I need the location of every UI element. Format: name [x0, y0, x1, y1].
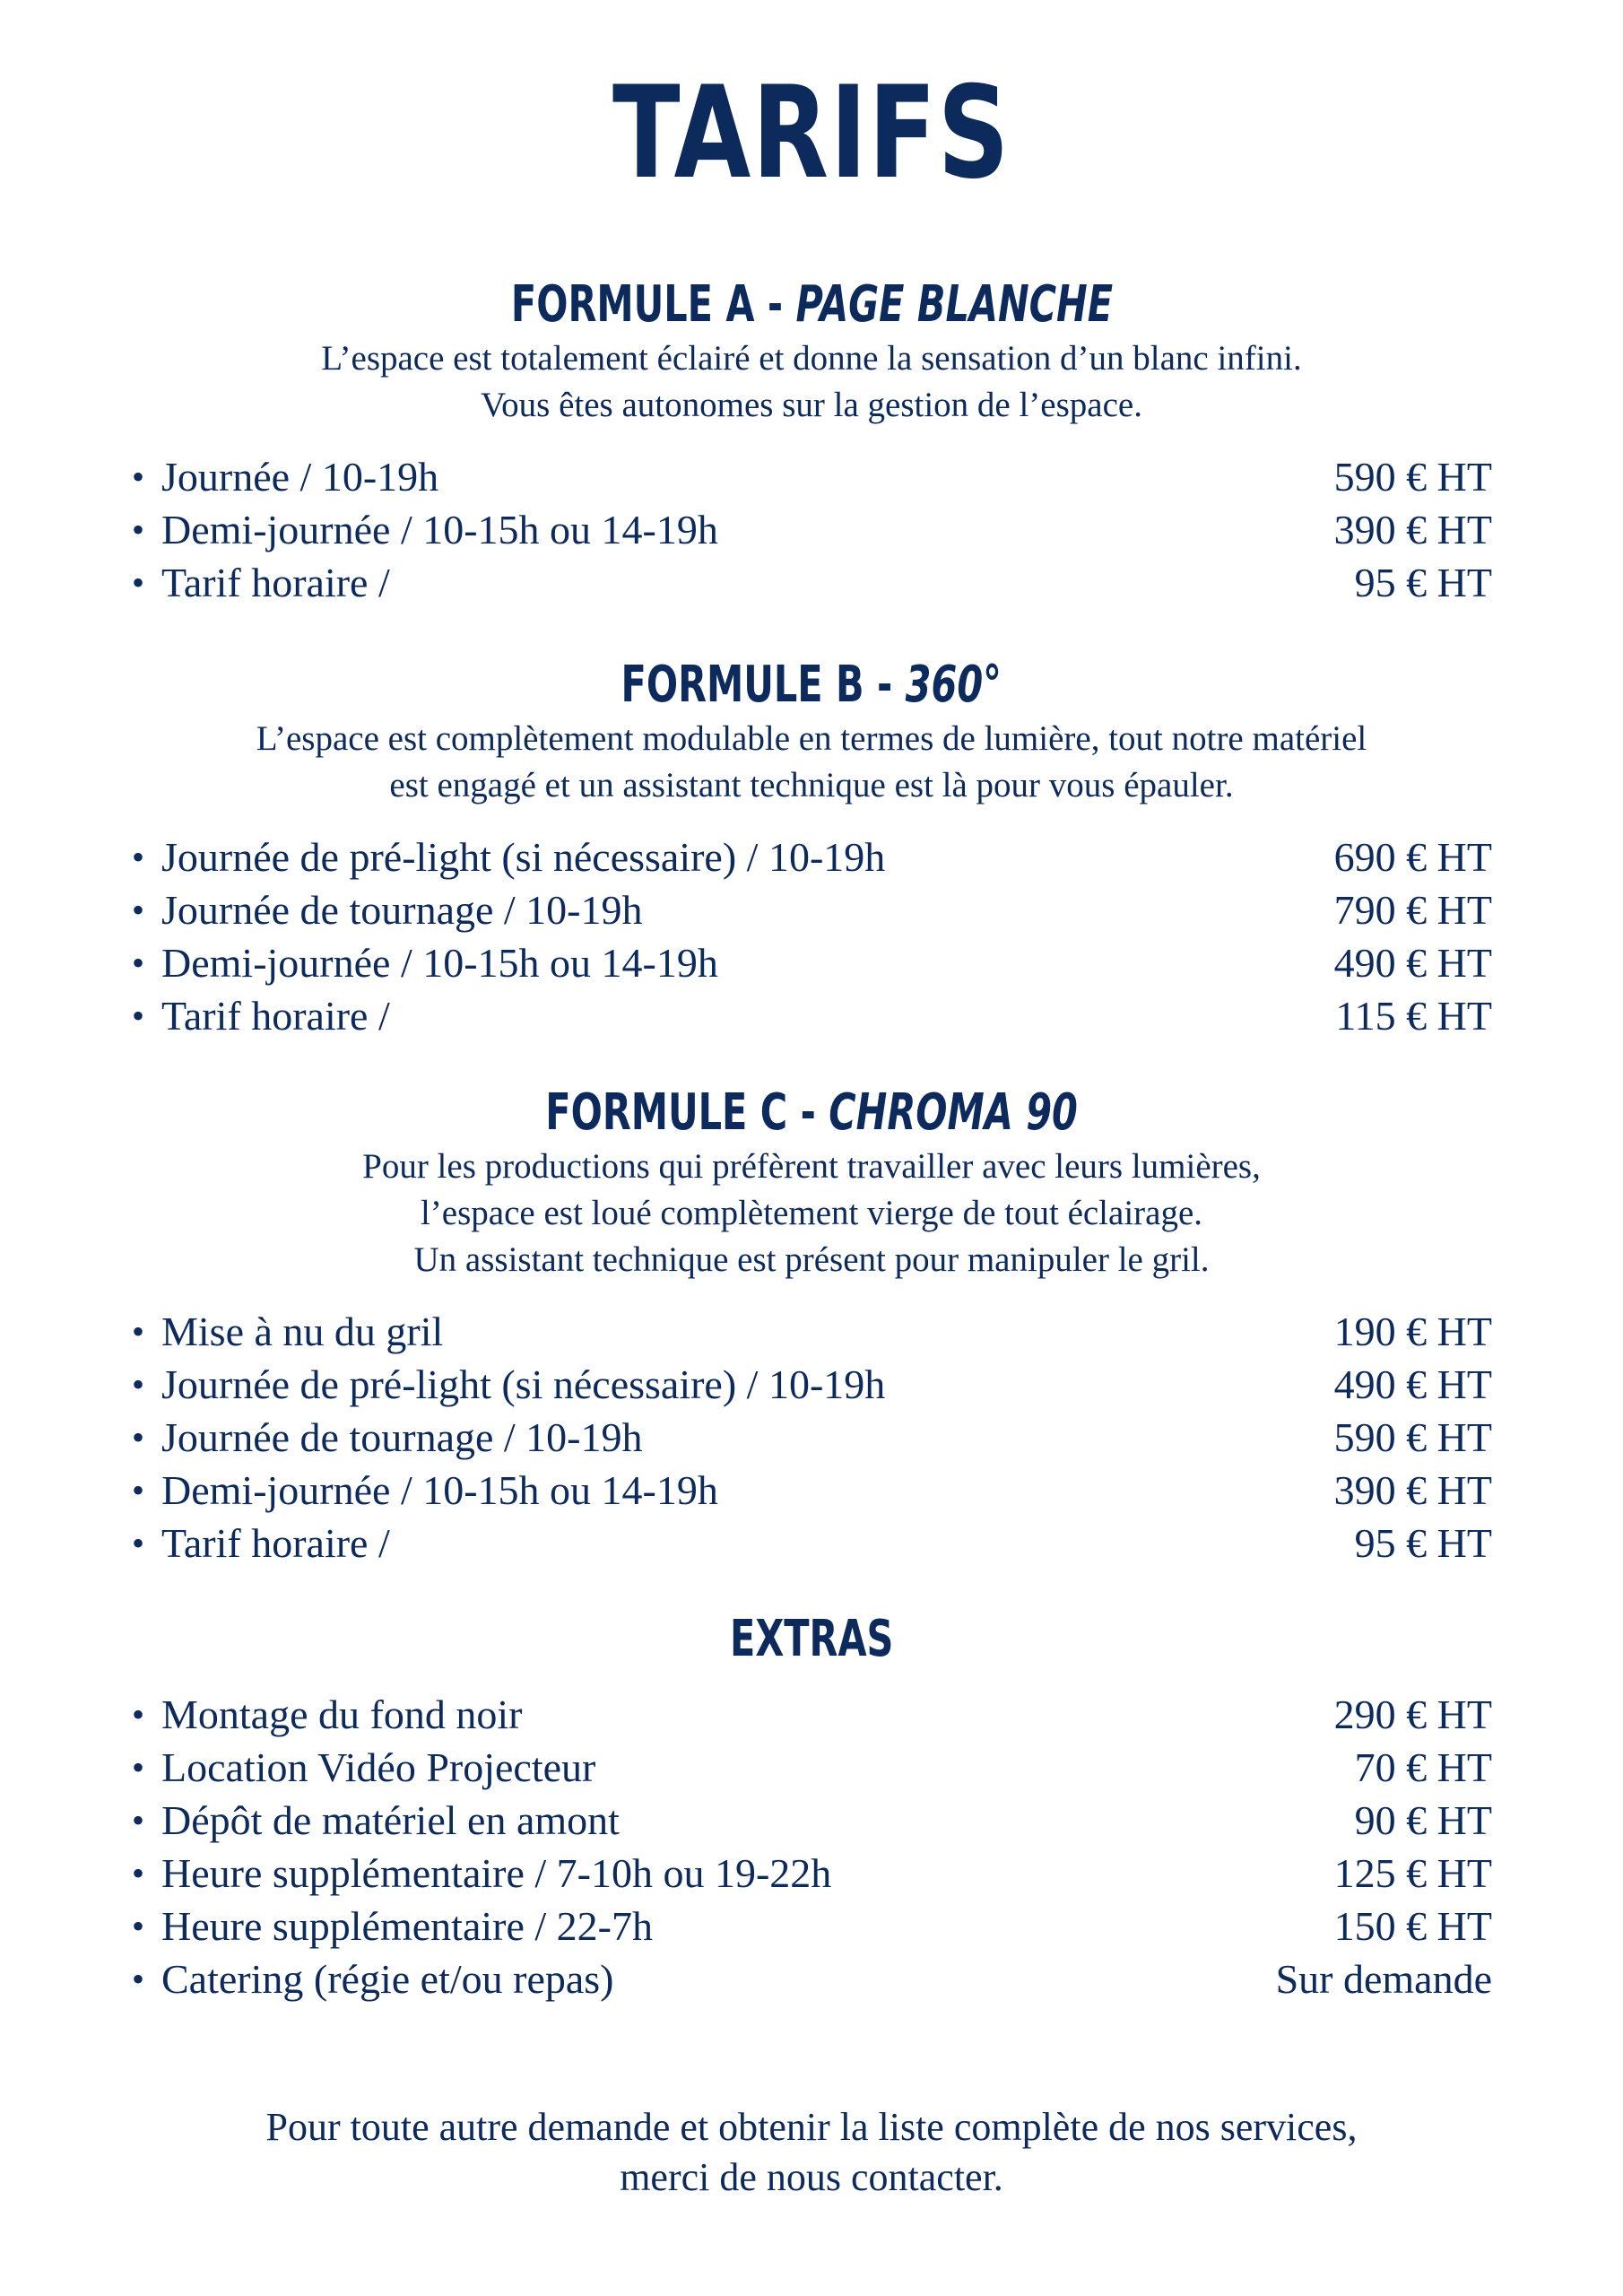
item-price: 690 € HT [1333, 834, 1492, 880]
item-label: Montage du fond noir [161, 1692, 523, 1737]
section-description [0, 716, 1623, 809]
price-item [0, 831, 1623, 883]
item-price: 390 € HT [1333, 1467, 1492, 1513]
item-price: 90 € HT [1354, 1797, 1492, 1843]
bullet: • [132, 943, 145, 983]
item-label: Tarif horaire / [161, 1520, 390, 1566]
price-item [0, 1517, 1623, 1570]
item-label: Journée de tournage / 10-19h [161, 887, 643, 933]
section-heading-main: FORMULE B - [621, 656, 906, 714]
bullet: • [132, 996, 145, 1036]
section-heading [0, 1610, 1623, 1668]
item-price: Sur demande [1275, 1956, 1492, 2002]
bullet: • [132, 890, 145, 930]
price-item [0, 989, 1623, 1042]
bullet: • [132, 1311, 145, 1352]
item-price: 490 € HT [1333, 1361, 1492, 1407]
item-label: Tarif horaire / [161, 993, 390, 1039]
item-label: Demi-journée / 10-15h ou 14-19h [161, 940, 718, 986]
footer-line: Pour toute autre demande et obtenir la liste complète de nos services, [265, 2105, 1358, 2149]
section-heading-sub: CHROMA 90 [829, 1083, 1078, 1142]
bullet: • [132, 562, 145, 603]
bullet: • [132, 1470, 145, 1510]
price-item [0, 1358, 1623, 1411]
footer-note [0, 2102, 1623, 2203]
item-price: 590 € HT [1333, 1414, 1492, 1460]
item-price: 115 € HT [1335, 993, 1492, 1039]
item-label: Journée de pré-light (si nécessaire) / 10-19h [161, 834, 886, 880]
description-line: Pour les productions qui préfèrent travailler avec leurs lumières, [362, 1147, 1261, 1186]
item-price: 590 € HT [1333, 454, 1492, 500]
section-heading [0, 275, 1623, 334]
section-heading-sub: PAGE BLANCHE [795, 275, 1113, 334]
item-price: 790 € HT [1333, 887, 1492, 933]
price-item [0, 1900, 1623, 1952]
price-item [0, 1794, 1623, 1847]
item-price: 190 € HT [1333, 1309, 1492, 1354]
price-list [0, 1688, 1623, 2005]
item-price: 95 € HT [1354, 1520, 1492, 1566]
section-heading-sub: 360° [905, 656, 1002, 714]
item-price: 95 € HT [1354, 560, 1492, 605]
section-extras [0, 1610, 1623, 2005]
page-title: TARIFS [612, 59, 1011, 207]
price-item [0, 1847, 1623, 1900]
price-item [0, 1741, 1623, 1794]
item-label: Demi-journée / 10-15h ou 14-19h [161, 1467, 718, 1513]
bullet: • [132, 837, 145, 877]
section-heading [0, 1083, 1623, 1142]
item-label: Heure supplémentaire / 22-7h [161, 1903, 653, 1949]
item-label: Journée / 10-19h [161, 454, 439, 500]
item-label: Mise à nu du gril [161, 1309, 444, 1354]
section-formule-a [0, 275, 1623, 609]
item-price: 150 € HT [1333, 1903, 1492, 1949]
price-item [0, 503, 1623, 556]
section-heading-main: FORMULE C - [545, 1083, 829, 1142]
description-line: L’espace est complètement modulable en termes de lumière, tout notre matériel [256, 719, 1367, 758]
section-formule-c [0, 1083, 1623, 1570]
item-price: 70 € HT [1354, 1744, 1492, 1790]
price-list [0, 450, 1623, 609]
section-formule-b [0, 656, 1623, 1042]
description-line: Un assistant technique est présent pour manipuler le gril. [413, 1240, 1210, 1279]
section-heading-main: FORMULE A - [510, 275, 796, 334]
item-price: 390 € HT [1333, 507, 1492, 552]
description-line: l’espace est loué complètement vierge de tout éclairage. [420, 1194, 1203, 1232]
item-price: 490 € HT [1333, 940, 1492, 986]
item-price: 125 € HT [1333, 1850, 1492, 1896]
price-list [0, 1305, 1623, 1570]
description-line: est engagé et un assistant technique est là pour vous épauler. [389, 766, 1234, 804]
bullet: • [132, 1523, 145, 1563]
price-item [0, 883, 1623, 936]
bullet: • [132, 509, 145, 550]
price-item [0, 1305, 1623, 1358]
bullet: • [132, 1959, 145, 1999]
section-description [0, 335, 1623, 429]
item-label: Dépôt de matériel en amont [161, 1797, 620, 1843]
price-item [0, 936, 1623, 989]
price-item [0, 1464, 1623, 1517]
bullet: • [132, 457, 145, 497]
item-label: Journée de tournage / 10-19h [161, 1414, 643, 1460]
price-item [0, 1411, 1623, 1464]
description-line: Vous êtes autonomes sur la gestion de l’espace. [481, 386, 1142, 424]
bullet: • [132, 1364, 145, 1405]
bullet: • [132, 1417, 145, 1457]
item-label: Tarif horaire / [161, 560, 390, 605]
footer-line: merci de nous contacter. [620, 2155, 1003, 2199]
item-label: Heure supplémentaire / 7-10h ou 19-22h [161, 1850, 832, 1896]
price-list [0, 831, 1623, 1042]
item-label: Catering (régie et/ou repas) [161, 1956, 614, 2002]
price-item [0, 556, 1623, 609]
bullet: • [132, 1853, 145, 1893]
price-item [0, 1688, 1623, 1741]
bullet: • [132, 1747, 145, 1787]
item-label: Demi-journée / 10-15h ou 14-19h [161, 507, 718, 552]
item-label: Journée de pré-light (si nécessaire) / 10-19h [161, 1361, 886, 1407]
item-label: Location Vidéo Projecteur [161, 1744, 596, 1790]
price-item [0, 450, 1623, 503]
bullet: • [132, 1906, 145, 1946]
price-item [0, 1952, 1623, 2005]
section-heading-main: EXTRAS [729, 1610, 894, 1668]
section-heading [0, 656, 1623, 714]
bullet: • [132, 1800, 145, 1840]
item-price: 290 € HT [1333, 1692, 1492, 1737]
description-line: L’espace est totalement éclairé et donne la sensation d’un blanc infini. [321, 339, 1302, 378]
bullet: • [132, 1694, 145, 1735]
section-description [0, 1144, 1623, 1283]
